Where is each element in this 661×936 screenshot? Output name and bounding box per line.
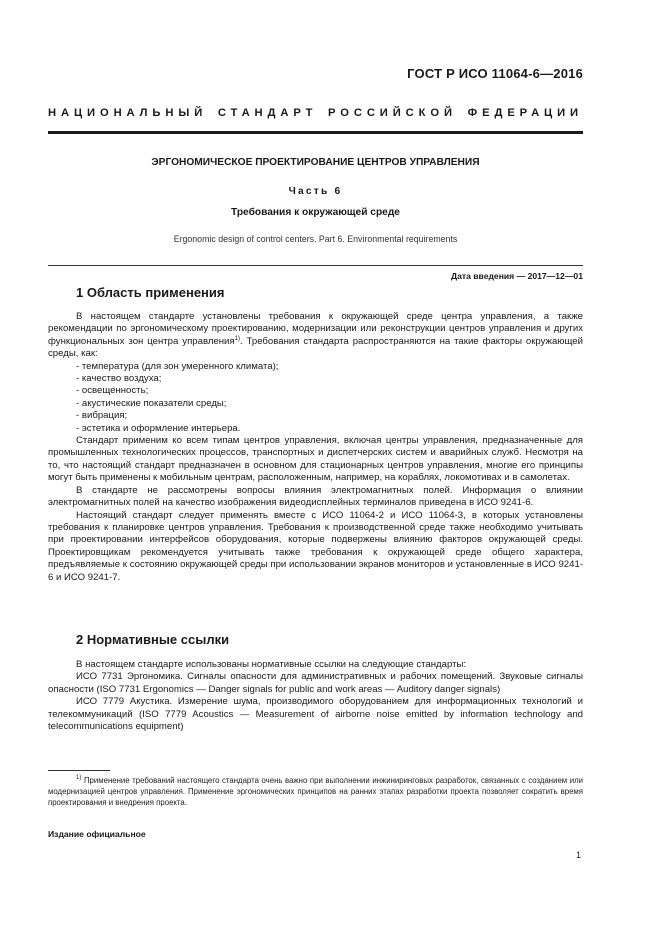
document-subtitle: Требования к окружающей среде (231, 207, 400, 218)
list-item: - акустические показатели среды; (76, 398, 583, 410)
footnote-reference: 1) (234, 335, 240, 342)
section-2-body (48, 659, 583, 733)
list-item: - вибрация; (76, 410, 583, 422)
english-title: Ergonomic design of control centers. Part 6. Environmental requirements (173, 234, 458, 244)
list-item: - эстетика и оформление интерьера. (76, 423, 583, 435)
factor-list (48, 361, 583, 435)
page-number: 1 (576, 850, 582, 860)
section-1-paragraph: Стандарт применим ко всем типам центров управления, включая центры управления, предназначенные для промышленных технологических процессов, транспортных и диспетчерских систем и аварийных служб. Несмотря на то, что настоящий стандарт предназначен в основном для стационарных центров управления, многие его принципы могут быть применены к мобильным центрам, расположенным, например, на кораблях, локомотивах и в самолетах. (48, 435, 583, 484)
section-1-paragraph: Настоящий стандарт следует применять вместе с ИСО 11064-2 и ИСО 11064-3, в которых установлены требования к планировке центров управления. Требования к производственной среде также необходимо учитывать при проектировании интерфейсов оборудования, которые подвержены влиянию факторов окружающей среды. Проектировщикам рекомендуется учитывать также требования к окружающей среде общего характера, предъявляемые к состоянию окружающей среды при использовании экранов мониторов и установленные в ИСО 9241-6 и ИСО 9241-7. (48, 509, 583, 583)
footnote-marker: 1) (76, 775, 82, 781)
list-item: - освещенность; (76, 385, 583, 397)
national-standard-banner: НАЦИОНАЛЬНЫЙ СТАНДАРТ РОССИЙСКОЙ ФЕДЕРАЦИИ (48, 107, 583, 119)
part-label: Часть 6 (288, 186, 343, 197)
document-title: ЭРГОНОМИЧЕСКОЕ ПРОЕКТИРОВАНИЕ ЦЕНТРОВ УПРАВЛЕНИЯ (151, 157, 480, 168)
header-divider (48, 131, 583, 134)
section-1-heading: 1 Область применения (76, 285, 225, 300)
text-run: Применение требований настоящего стандарта очень важно при выполнении инжиниринговых разработок, связанных с созданием или модернизацией центров управления. Применение эргономических принципов на ранних этапах разработки проекта позволяет сократить время проектирования и внедрения проекта. (48, 776, 583, 807)
text-run: В настоящем стандарте установлены требования к окружающей среде центра управления, а также рекомендации по эргономическому проектированию, модернизации или реконструкции центров управления и других функциональных зон центра управления (48, 311, 583, 347)
list-item: - качество воздуха; (76, 373, 583, 385)
section-2-paragraph: В настоящем стандарте использованы нормативные ссылки на следующие стандарты: (76, 659, 467, 670)
section-2-heading: 2 Нормативные ссылки (76, 632, 230, 647)
list-item: - температура (для зон умеренного климата); (76, 361, 583, 373)
title-divider (48, 265, 583, 266)
footnote-divider (48, 770, 110, 771)
section-1-paragraph (48, 311, 583, 361)
footnote (48, 775, 583, 808)
section-1-paragraph: В стандарте не рассмотрены вопросы влияния электромагнитных полей. Информация о влиянии электромагнитных полей на качество изображения видеодисплейных терминалов приведена в ИСО 9241-6. (48, 484, 583, 509)
edition-label: Издание официальное (48, 829, 146, 839)
normative-reference: ИСО 7731 Эргономика. Сигналы опасности для административных и рабочих помещений. Звуковые сигналы опасности (ISO 7731 Ergonomics — Danger signals for public and work areas — Auditory danger signals) (48, 671, 583, 695)
normative-reference: ИСО 7779 Акустика. Измерение шума, производимого оборудованием для информационных технологий и телекоммуникаций (ISO 7779 Acoustics — Measurement of airborne noise emitted by information technology and telecommunications equipment) (48, 696, 583, 733)
text-run: . Требования стандарта распространяются на такие факторы окружающей среды, как: (48, 335, 583, 360)
section-1-body (48, 311, 583, 584)
introduction-date: Дата введения — 2017—12—01 (450, 271, 583, 281)
footnote-text (48, 775, 583, 808)
document-code: ГОСТ Р ИСО 11064-6—2016 (407, 66, 583, 81)
